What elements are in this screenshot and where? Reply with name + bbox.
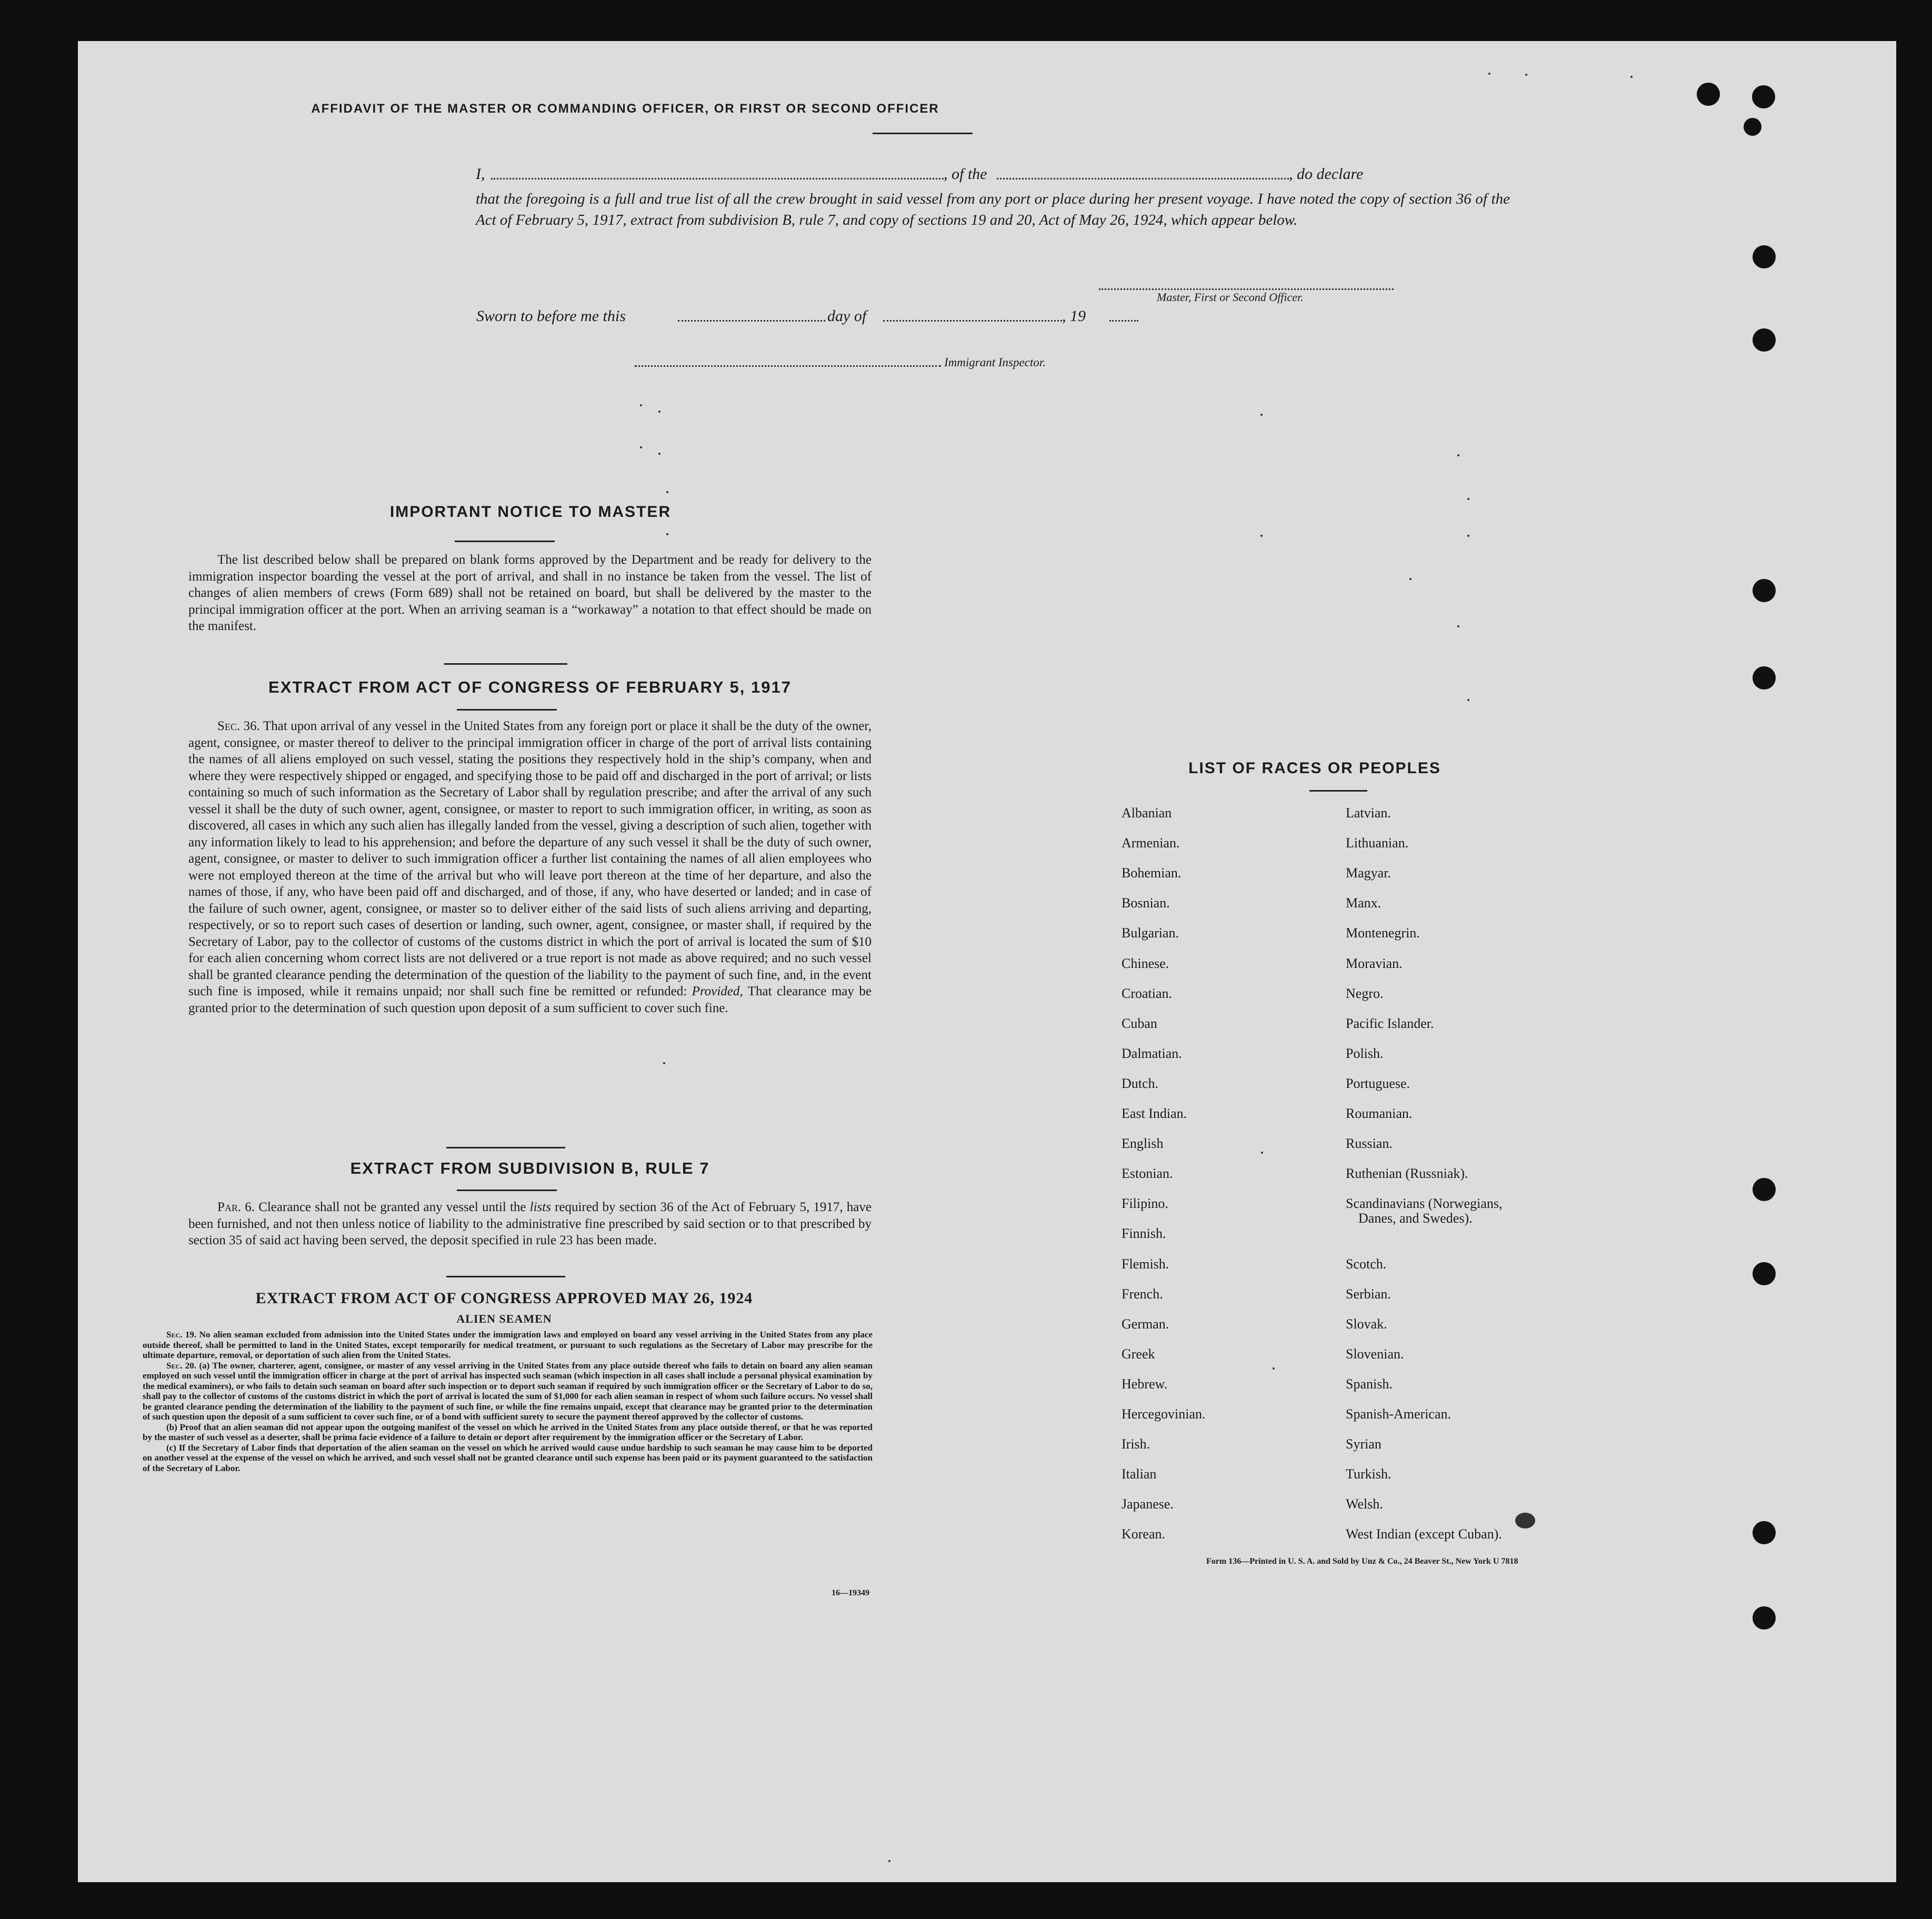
race-item: Finnish.: [1122, 1226, 1166, 1242]
extract-1917-rule: [457, 709, 557, 711]
inspector-signature-field[interactable]: [635, 365, 941, 367]
race-item: Korean.: [1122, 1526, 1166, 1542]
races-rule: [1309, 790, 1367, 792]
sworn-date-field[interactable]: [678, 320, 825, 322]
race-item: Bulgarian.: [1122, 925, 1179, 941]
race-item: German.: [1122, 1316, 1169, 1332]
race-item: Croatian.: [1122, 985, 1173, 1001]
race-item: Italian: [1122, 1466, 1157, 1482]
ink-blot: [1515, 1513, 1535, 1528]
race-item: Albanian: [1122, 805, 1172, 821]
notice-body: The list described below shall be prepared on blank forms approved by the Department and be ready for delivery to the immigration inspector boarding the vessel at the port of arrival, and shall in no instance be taken from the vessel. The list of changes of alien members of crews (Form 689) shall not be retained on board, but shall be delivered by the master to the principal immigration officer at the port. When an arriving seaman is a “workaway” a notation to that effect should be made on the manifest.: [188, 553, 872, 633]
sworn-prefix: Sworn to before me this: [476, 307, 626, 325]
sworn-day-label: day of: [827, 307, 867, 325]
binder-hole: [1744, 118, 1761, 136]
form-code: 16—19349: [832, 1588, 869, 1597]
printer-imprint: Form 136—Printed in U. S. A. and Sold by Unz & Co., 24 Beaver St., New York U 7818: [1206, 1557, 1518, 1566]
extract-1924-subtitle: ALIEN SEAMEN: [456, 1312, 552, 1325]
vessel-prefix: , of the: [944, 165, 987, 183]
race-item: Irish.: [1122, 1436, 1150, 1452]
race-item: Scotch.: [1346, 1256, 1387, 1272]
section-20a-text: (a) The owner, charterer, agent, consignee, or master of any vessel arriving in the United States from any place outside thereof who fails to detain on board any alien seaman employed on such vessel until the immigration officer in charge at the port of arrival has inspected such seaman (which inspection in all cases shall include a personal physical examination by the medical examiners), or who fails to detain such seaman on board after such inspection or to deport such seaman if required by such immigration officer or the Secretary of Labor to do so, shall pay to the collector of customs of the customs district in which the port of arrival is located the sum of $1,000 for each alien seaman in respect of whom such failure occurs. No vessel shall be granted clearance pending the determination of the liability to the payment of such fine, or while the fine remains unpaid, except that clearance may be granted prior to the determination of such question upon the deposit of a sum sufficient to cover such fine, or of a bond with sufficient surety to secure the payment thereof approved by the collector of customs.: [143, 1360, 873, 1422]
sworn-month-field[interactable]: [883, 320, 1062, 322]
section-19: [143, 1330, 873, 1361]
notice-rule: [455, 541, 555, 542]
race-item: Dutch.: [1122, 1075, 1159, 1091]
race-item: Spanish.: [1346, 1376, 1393, 1392]
race-item: Estonian.: [1122, 1166, 1173, 1182]
race-item: Roumanian.: [1346, 1106, 1413, 1121]
rule7-text-b: required by section 36 of the Act of February 5, 1917, have been furnished, and not then unless notice of liability to the administrative fine prescribed by said section or to that prescribed by section 35 of said act having been served, the deposit specified in rule 23 has been made.: [188, 1200, 872, 1247]
race-item: West Indian (except Cuban).: [1346, 1526, 1502, 1542]
section-20a: [143, 1361, 873, 1422]
race-item: Serbian.: [1346, 1286, 1391, 1302]
race-item: English: [1122, 1136, 1164, 1152]
race-item: Spanish-American.: [1346, 1406, 1451, 1422]
section-19-label: Sec. 19.: [166, 1330, 197, 1340]
race-item: Bohemian.: [1122, 865, 1182, 881]
race-item: Hebrew.: [1122, 1376, 1168, 1392]
extract-1924-title: EXTRACT FROM ACT OF CONGRESS APPROVED MAY 26, 1924: [255, 1290, 753, 1307]
race-item: Filipino.: [1122, 1196, 1168, 1212]
section-19-text: No alien seaman excluded from admission into the United States under the immigration laws and employed on board any vessel arriving in the United States from any place outside thereof, shall be permitted to land in the United States, except temporarily for medical treatment, or pursuant to such regulations as the Secretary of Labor may prescribe for the ultimate departure, removal, or deportation of such alien from the United States.: [143, 1330, 873, 1360]
inspector-label: Immigrant Inspector.: [944, 356, 1046, 369]
binder-hole: [1753, 1262, 1776, 1285]
vessel-name-field[interactable]: [997, 178, 1289, 179]
rule7-title: EXTRACT FROM SUBDIVISION B, RULE 7: [350, 1159, 710, 1177]
lists-word: lists: [529, 1200, 551, 1214]
race-item: Welsh.: [1346, 1496, 1383, 1512]
race-item: Dalmatian.: [1122, 1045, 1182, 1061]
section-20c: (c) If the Secretary of Labor finds that deportation of the alien seaman on the vessel on which he arrived would cause undue hardship to such seaman he may cause him to be deported on another vessel at the expense of the vessel on which he arrived, and such vessel shall not be granted clearance until such expense has been paid or its payment guaranteed to the satisfaction of the Secretary of Labor.: [143, 1442, 873, 1473]
race-item: Flemish.: [1122, 1256, 1169, 1272]
race-item: Armenian.: [1122, 835, 1180, 851]
rule7-body: [188, 1199, 872, 1249]
affidavit-title: AFFIDAVIT OF THE MASTER OR COMMANDING OFFICER, OR FIRST OR SECOND OFFICER: [311, 102, 939, 116]
master-signature-field[interactable]: [1099, 288, 1394, 290]
binder-hole: [1753, 1178, 1776, 1201]
proviso-label: Provided,: [692, 984, 743, 998]
binder-hole: [1753, 1521, 1776, 1544]
section-36-text: That upon arrival of any vessel in the United States from any foreign port or place it shall be the duty of the owner, agent, consignee, or master thereof to deliver to the principal immigration officer in charge of the port of arrival lists containing the names of all aliens employed on such vessel, stating the positions they respectively hold in the ship’s company, when and where they were respectively shipped or engaged, and specifying those to be paid off and discharged in the port of arrival; or lists containing so much of such information as the Secretary of Labor shall by regulation prescribe; and after the arrival of any such vessel it shall be the duty of such owner, agent, consignee, or master to report to such immigration officer, in writing, as soon as discovered, all cases in which any such alien has illegally landed from the vessel, giving a description of such alien, together with any information likely to lead to his apprehension; and before the departure of any such vessel it shall be the duty of such owner, agent, consignee, or master to deliver to such immigration officer a further list containing the names of all alien employees who were not employed thereon at the time of the arrival but who will leave port thereon at the time of her departure, and also the names of those, if any, who have been paid off and discharged, and of those, if any, who have deserted or landed; and in case of the failure of such owner, agent, consignee, or master so to deliver either of the said lists of such aliens arriving and departing, respectively, or so to report such cases of desertion or landing, such owner, agent, consignee, or master shall, if required by the Secretary of Labor, pay to the collector of customs of the customs district in which the port of arrival is located the sum of $10 for each alien concerning whom correct lists are not delivered or a true report is not made as above required; and no such vessel shall be granted clearance pending the determination of the question of the liability to the payment of such fine, and, in the event such fine is imposed, while it remains unpaid; nor shall such fine be remitted or refunded:: [188, 719, 872, 998]
race-item: Pacific Islander.: [1346, 1015, 1434, 1031]
binder-hole: [1753, 666, 1776, 689]
binder-hole: [1753, 328, 1776, 352]
races-title: LIST OF RACES OR PEOPLES: [1188, 759, 1441, 777]
race-item: Lithuanian.: [1346, 835, 1409, 851]
race-item: Greek: [1122, 1346, 1155, 1362]
race-item: Negro.: [1346, 985, 1384, 1001]
section-20b: (b) Proof that an alien seaman did not appear upon the outgoing manifest of the vessel on which he arrived in the United States from any place outside thereof, or that he was reported by the master of such vessel as a deserter, shall be prima facie evidence of a failure to detain or deport after requirement by the immigration officer or the Secretary of Labor.: [143, 1422, 873, 1442]
race-item: Danes, and Swedes).: [1358, 1211, 1473, 1226]
declarant-name-field[interactable]: [491, 178, 944, 179]
document-sheet: [78, 41, 1896, 1882]
section-20-label: Sec. 20.: [166, 1360, 197, 1371]
sworn-year-label: , 19: [1062, 307, 1086, 325]
race-item: Slovak.: [1346, 1316, 1387, 1332]
race-item: Chinese.: [1122, 955, 1169, 971]
affidavit-body: that the foregoing is a full and true list of all the crew brought in said vessel from any port or place during her present voyage. I have noted the copy of section 36 of the Act of February 5, 1917, extract from subdivision B, rule 7, and copy of sections 19 and 20, Act of May 26, 1924, which appear below.: [476, 191, 1510, 228]
proviso-text: That clearance may be granted prior to the determination of such question upon deposit of a sum sufficient to cover such fine.: [188, 984, 872, 1015]
rule7-divider: [446, 1276, 565, 1277]
binder-hole: [1753, 245, 1776, 268]
binder-hole: [1753, 1606, 1776, 1630]
sworn-year-field[interactable]: [1109, 320, 1138, 322]
race-item: Syrian: [1346, 1436, 1382, 1452]
race-item: Slovenian.: [1346, 1346, 1404, 1362]
notice-divider: [444, 663, 567, 665]
binder-hole: [1753, 579, 1776, 602]
race-item: Moravian.: [1346, 955, 1403, 971]
race-item: Hercegovinian.: [1122, 1406, 1206, 1422]
extract-1917-title: EXTRACT FROM ACT OF CONGRESS OF FEBRUARY 5, 1917: [268, 678, 792, 696]
title-rule: [873, 133, 973, 134]
race-item: Scandinavians (Norwegians,: [1346, 1196, 1503, 1212]
extract-1917-body: [188, 718, 872, 1016]
race-item: Turkish.: [1346, 1466, 1392, 1482]
binder-hole: [1697, 83, 1720, 106]
race-item: French.: [1122, 1286, 1163, 1302]
race-item: Montenegrin.: [1346, 925, 1420, 941]
section-36-label: Sec. 36.: [217, 719, 260, 733]
master-label: Master, First or Second Officer.: [1157, 291, 1304, 304]
binder-hole: [1752, 85, 1775, 108]
par-6-label: Par. 6.: [217, 1200, 255, 1214]
notice-title: IMPORTANT NOTICE TO MASTER: [389, 503, 672, 521]
race-item: Russian.: [1346, 1136, 1393, 1152]
extract-1924-sections: [143, 1330, 873, 1473]
rule7-rule: [457, 1190, 557, 1191]
race-item: Ruthenian (Russniak).: [1346, 1166, 1468, 1182]
race-item: Cuban: [1122, 1015, 1157, 1031]
race-item: Polish.: [1346, 1045, 1384, 1061]
declarant-prefix: I,: [476, 165, 485, 183]
race-item: Latvian.: [1346, 805, 1391, 821]
race-item: Portuguese.: [1346, 1075, 1410, 1091]
race-item: Japanese.: [1122, 1496, 1174, 1512]
race-item: Manx.: [1346, 895, 1382, 911]
extract-1917-divider: [446, 1147, 565, 1148]
race-item: Magyar.: [1346, 865, 1391, 881]
race-item: East Indian.: [1122, 1106, 1187, 1121]
rule7-text-a: Clearance shall not be granted any vessel until the: [258, 1200, 526, 1214]
race-item: Bosnian.: [1122, 895, 1170, 911]
declare-text: , do declare: [1289, 165, 1364, 183]
